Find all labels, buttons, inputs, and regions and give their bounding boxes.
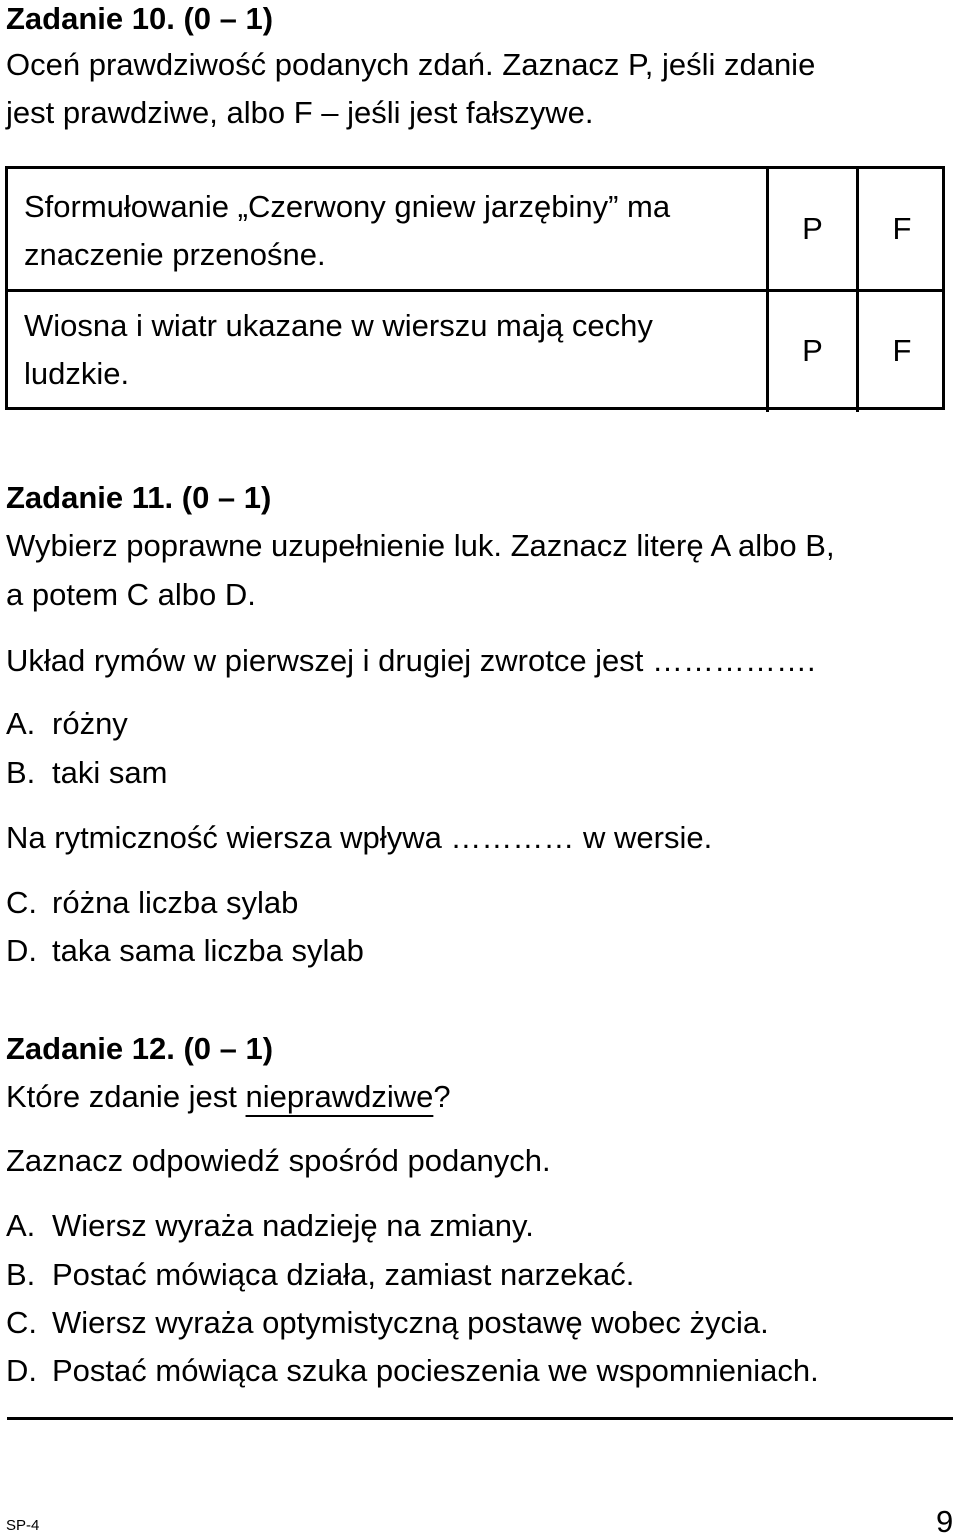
task11-sentence1: Układ rymów w pierwszej i drugiej zwrotce jest ……………. [6, 643, 816, 678]
option-text: taki sam [52, 755, 168, 790]
option-text: Postać mówiąca działa, zamiast narzekać. [52, 1257, 635, 1292]
task12-title: Zadanie 12. (0 – 1) [6, 1031, 274, 1066]
true-option-p[interactable]: P [802, 211, 823, 246]
task10-title: Zadanie 10. (0 – 1) [6, 1, 274, 36]
option-letter: A. [6, 1208, 36, 1243]
option-a[interactable] [6, 1210, 534, 1241]
option-d[interactable] [6, 935, 364, 966]
option-text: różny [52, 706, 128, 741]
question-emphasis: nieprawdziwe [245, 1079, 434, 1114]
task12-instruction: Zaznacz odpowiedź spośród podanych. [6, 1143, 551, 1178]
option-letter: A. [6, 706, 36, 741]
option-c[interactable] [6, 1307, 769, 1338]
table-row [8, 289, 942, 412]
option-text: Wiersz wyraża optymistyczną postawę wobec życia. [52, 1305, 769, 1340]
true-false-table [5, 166, 945, 410]
task11-title: Zadanie 11. (0 – 1) [6, 480, 272, 515]
option-b[interactable] [6, 757, 167, 788]
task10-instruction-line2: jest prawdziwe, albo F – jeśli jest fałszywe. [6, 95, 594, 130]
option-text: Postać mówiąca szuka pocieszenia we wspomnieniach. [52, 1353, 819, 1388]
option-letter: C. [6, 885, 37, 920]
page-number: 9 [936, 1504, 954, 1539]
option-letter: C. [6, 1305, 37, 1340]
question-prefix: Które zdanie jest [6, 1079, 246, 1114]
false-option-f[interactable]: F [892, 211, 912, 246]
option-c[interactable] [6, 887, 298, 918]
option-letter: D. [6, 1353, 37, 1388]
option-d[interactable] [6, 1355, 819, 1386]
option-letter: B. [6, 1257, 36, 1292]
option-letter: B. [6, 755, 36, 790]
option-letter: D. [6, 933, 37, 968]
option-text: taka sama liczba sylab [52, 933, 364, 968]
task10-instruction-line1: Oceń prawdziwość podanych zdań. Zaznacz P, jeśli zdanie [6, 47, 816, 82]
table-row [8, 169, 942, 289]
option-b[interactable] [6, 1259, 634, 1290]
task11-sentence2: Na rytmiczność wiersza wpływa ………… w wersie. [6, 820, 713, 855]
question-suffix: ? [433, 1079, 451, 1114]
task12-question [6, 1081, 451, 1112]
task11-instruction-line2: a potem C albo D. [6, 577, 256, 612]
false-option-f[interactable]: F [892, 332, 912, 368]
true-option-p[interactable]: P [802, 332, 823, 368]
statement-text: Sformułowanie „Czerwony gniew jarzębiny” ma znaczenie przenośne. [24, 189, 671, 272]
option-text: Wiersz wyraża nadzieję na zmiany. [52, 1208, 534, 1243]
option-text: różna liczba sylab [52, 885, 299, 920]
statement-text: Wiosna i wiatr ukazane w wierszu mają cechy ludzkie. [24, 308, 653, 391]
footer-code: SP-4 [6, 1517, 40, 1534]
footer-divider [7, 1417, 953, 1420]
option-a[interactable] [6, 708, 128, 739]
task11-instruction-line1: Wybierz poprawne uzupełnienie luk. Zaznacz literę A albo B, [6, 528, 835, 563]
